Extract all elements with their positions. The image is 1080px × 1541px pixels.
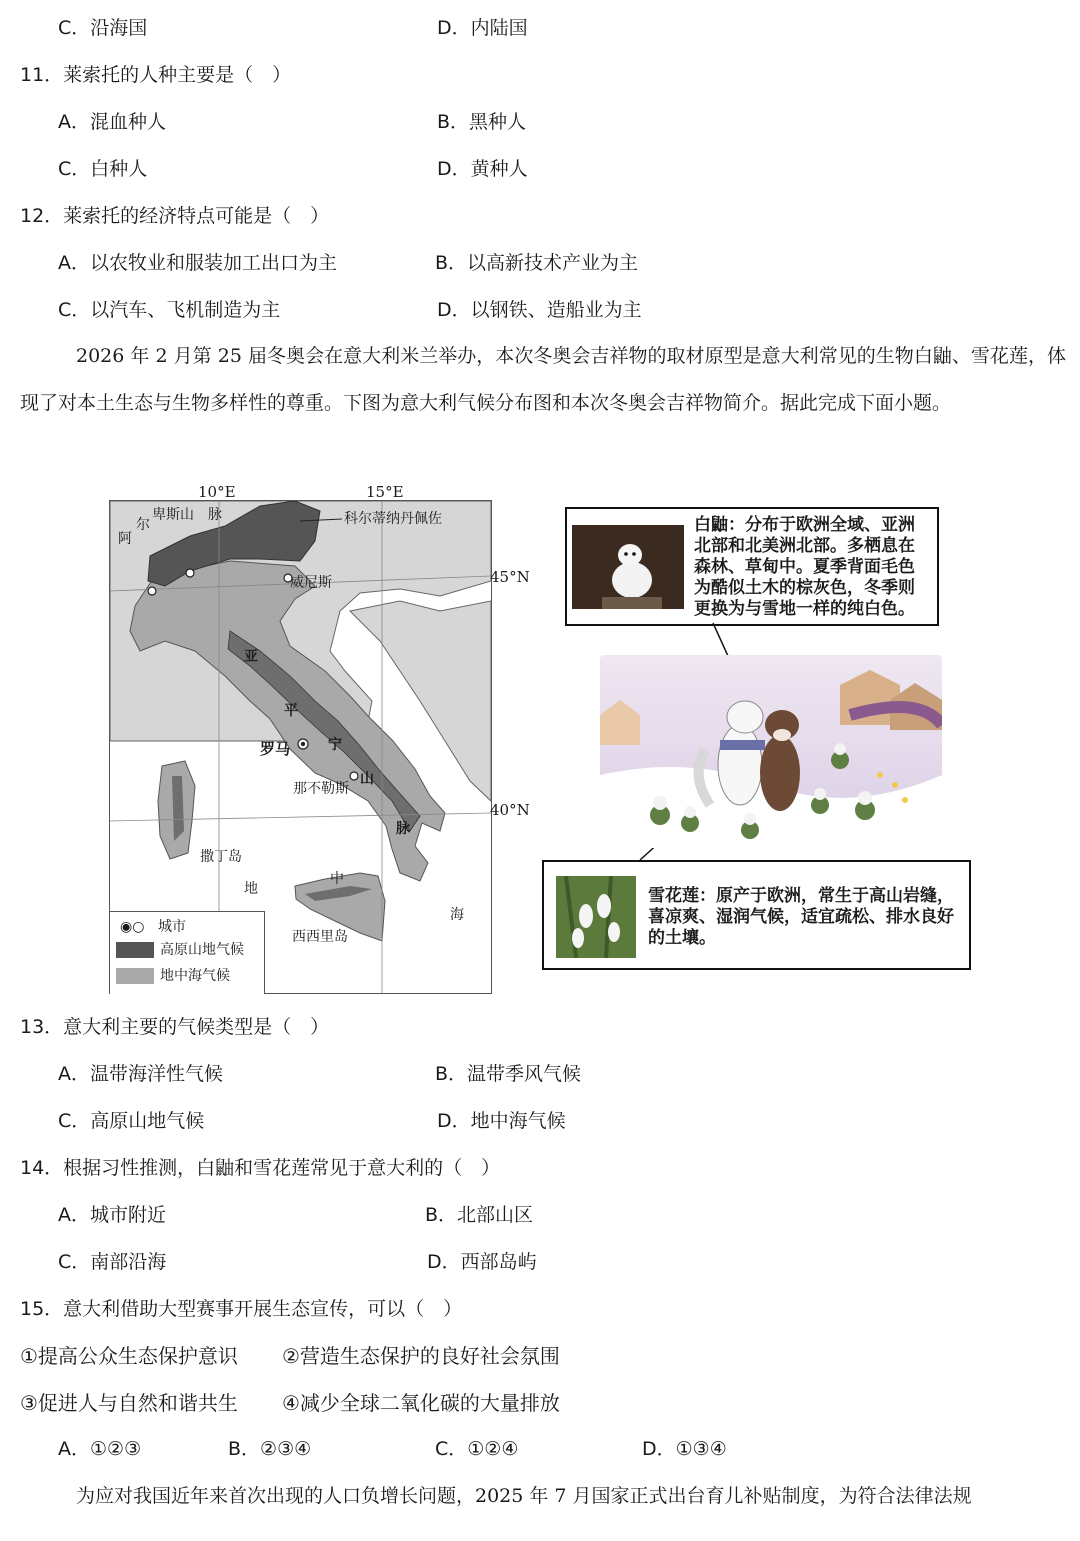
legend-highland-label: 高原山地气候	[160, 942, 244, 958]
q13-option-b[interactable]: B．温带季风气候	[435, 1063, 582, 1085]
map-label-sea-3: 海	[450, 907, 464, 923]
city-turin-marker	[148, 587, 156, 595]
q11-option-a[interactable]: A．混血种人	[58, 111, 166, 133]
city-naples-marker	[350, 772, 358, 780]
map-label-sardinia: 撒丁岛	[200, 849, 242, 865]
ermine-photo	[572, 525, 684, 609]
map-lon-15e: 15°E	[366, 483, 404, 501]
snowdrop-text: 雪花莲：原产于欧洲，常生于高山岩缝，喜凉爽、湿润气候，适宜疏松、排水良好的土壤。	[648, 886, 954, 948]
q15-statement-2: ②营造生态保护的良好社会氛围	[282, 1344, 560, 1368]
q11-option-c[interactable]: C．白种人	[58, 158, 148, 180]
q14-option-c[interactable]: C．南部沿海	[58, 1251, 167, 1273]
map-label-sicily: 西西里岛	[292, 929, 348, 945]
q15-option-c[interactable]: C．①②④	[435, 1438, 519, 1460]
q13-stem: 13．意大利主要的气候类型是（ ）	[20, 1016, 330, 1038]
legend-highland-swatch	[116, 942, 154, 958]
q10-option-c[interactable]: C．沿海国	[58, 17, 148, 39]
legend-city-label: 城市	[158, 919, 186, 935]
legend-city-symbol-icon: ◉○	[120, 919, 145, 935]
map-label-sea-2: 中	[330, 871, 344, 887]
q12-option-a[interactable]: A．以农牧业和服装加工出口为主	[58, 252, 337, 274]
q14-option-b[interactable]: B．北部山区	[425, 1204, 534, 1226]
map-label-alps-4: 脉	[208, 507, 222, 523]
next-material-intro: 为应对我国近年来首次出现的人口负增长问题，2025 年 7 月国家正式出台育儿补贴制度，为符合法律法规	[76, 1485, 972, 1507]
q10-option-d[interactable]: D．内陆国	[437, 17, 528, 39]
map-label-venice: 威尼斯	[290, 575, 332, 591]
mascot-illustration	[600, 655, 942, 848]
ermine-callout	[565, 507, 939, 626]
q12-option-c[interactable]: C．以汽车、飞机制造为主	[58, 299, 281, 321]
map-label-cortina: 科尔蒂纳丹佩佐	[344, 511, 442, 527]
snowdrop-photo	[556, 876, 636, 958]
map-label-naples: 那不勒斯	[293, 781, 349, 797]
map-label-alps-3: 卑斯山	[152, 507, 194, 523]
city-rome-dot	[301, 742, 305, 746]
q12-option-b[interactable]: B．以高新技术产业为主	[435, 252, 639, 274]
map-lat-45n: 45°N	[490, 568, 530, 586]
map-lon-10e: 10°E	[198, 483, 236, 501]
q13-option-a[interactable]: A．温带海洋性气候	[58, 1063, 223, 1085]
map-label-apennines-3: 宁	[328, 737, 342, 753]
q11-stem: 11．莱索托的人种主要是（ ）	[20, 64, 292, 86]
map-legend	[110, 911, 265, 994]
q15-statement-3: ③促进人与自然和谐共生	[20, 1391, 238, 1415]
q11-option-b[interactable]: B．黑种人	[437, 111, 527, 133]
map-label-apennines-5: 脉	[396, 821, 410, 837]
legend-med-label: 地中海气候	[160, 968, 230, 984]
material-intro: 2026 年 2 月第 25 届冬奥会在意大利米兰举办，本次冬奥会吉祥物的取材原型是意大利常见的生物白鼬、雪花莲，体现了对本土生态与生物多样性的尊重。下图为意大利气候分布图和本次冬奥会吉祥物简介。据此完成下面小题。	[20, 345, 1066, 414]
map-label-apennines-4: 山	[360, 771, 374, 787]
q12-option-d[interactable]: D．以钢铁、造船业为主	[437, 299, 642, 321]
q11-option-d[interactable]: D．黄种人	[437, 158, 528, 180]
map-label-alps-2: 尔	[136, 517, 150, 533]
city-milan-marker	[186, 569, 194, 577]
q15-stem: 15．意大利借助大型赛事开展生态宣传，可以（ ）	[20, 1298, 463, 1320]
map-label-sea-1: 地	[244, 881, 258, 897]
map-label-alps-1: 阿	[118, 531, 132, 547]
q15-statement-4: ④减少全球二氧化碳的大量排放	[282, 1391, 560, 1415]
ermine-text: 白鼬：分布于欧洲全域、亚洲北部和北美洲北部。多栖息在森林、草甸中。夏季背面毛色为酷似土木的棕灰色，冬季则更换为与雪地一样的纯白色。	[694, 515, 915, 619]
map-label-rome: 罗马	[260, 740, 291, 758]
q14-option-d[interactable]: D．西部岛屿	[427, 1251, 537, 1273]
italy-climate-map	[109, 500, 492, 994]
q15-option-d[interactable]: D．①③④	[642, 1438, 727, 1460]
q13-option-d[interactable]: D．地中海气候	[437, 1110, 566, 1132]
legend-med-swatch	[116, 968, 154, 984]
q15-option-a[interactable]: A．①②③	[58, 1438, 142, 1460]
map-label-apennines-2: 平	[284, 703, 298, 719]
map-label-apennines-1: 亚	[244, 649, 258, 665]
q15-option-b[interactable]: B．②③④	[228, 1438, 312, 1460]
q14-option-a[interactable]: A．城市附近	[58, 1204, 166, 1226]
q13-option-c[interactable]: C．高原山地气候	[58, 1110, 205, 1132]
snowdrop-callout	[542, 860, 971, 970]
q15-statement-1: ①提高公众生态保护意识	[20, 1344, 238, 1368]
map-lat-40n: 40°N	[490, 801, 530, 819]
q12-stem: 12．莱索托的经济特点可能是（ ）	[20, 205, 330, 227]
q14-stem: 14．根据习性推测，白鼬和雪花莲常见于意大利的（ ）	[20, 1157, 501, 1179]
